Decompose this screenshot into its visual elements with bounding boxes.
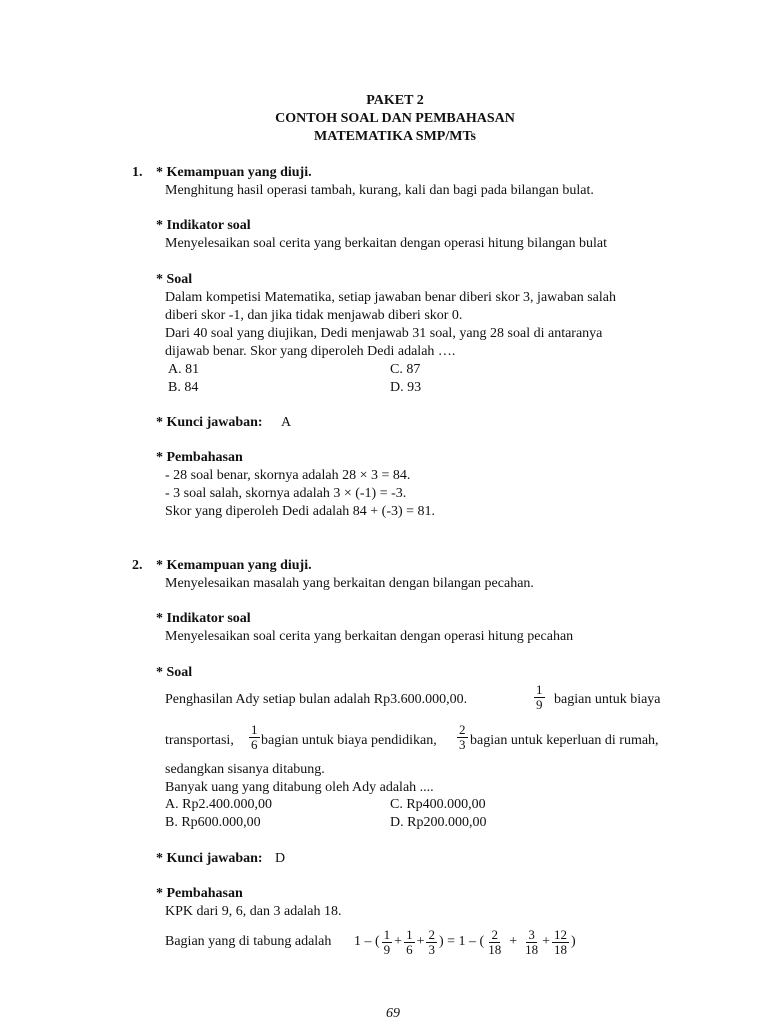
eq-fraction-right-3: $\frac{12}{18}$	[554, 926, 568, 957]
q2-soal-line-2c: bagian untuk keperluan di rumah,	[470, 733, 659, 748]
q1-indikator-label: * Indikator soal	[156, 218, 251, 233]
q2-indikator-text: Menyelesaikan soal cerita yang berkaitan dengan operasi hitung pecahan	[165, 629, 574, 644]
q1-option-c: C. 87	[390, 362, 421, 377]
q1-soal-line-3: Dari 40 soal yang diujikan, Dedi menjawab 31 soal, yang 28 soal di antaranya	[165, 326, 603, 341]
q1-option-b: B. 84	[168, 380, 199, 395]
fraction-one-ninth: $\frac{1}{9}$	[536, 682, 543, 712]
q1-option-a: A. 81	[168, 362, 200, 377]
q1-pembahasan-line-3: Skor yang diperoleh Dedi adalah 84 + (-3) = 81.	[165, 504, 436, 519]
q2-soal-line-2b: bagian untuk biaya pendidikan,	[261, 733, 437, 748]
q2-soal-line-1a: Penghasilan Ady setiap bulan adalah Rp3.600.000,00.	[165, 692, 468, 707]
q1-kemampuan-text: Menghitung hasil operasi tambah, kurang, kali dan bagi pada bilangan bulat.	[165, 183, 594, 198]
q2-pembahasan-line-1: KPK dari 9, 6, dan 3 adalah 18.	[165, 904, 342, 919]
q2-option-c: C. Rp400.000,00	[390, 797, 486, 812]
q1-soal-line-2: diberi skor -1, dan jika tidak menjawab diberi skor 0.	[165, 308, 463, 323]
header-title: CONTOH SOAL DAN PEMBAHASAN	[275, 111, 515, 126]
q2-soal-label: * Soal	[156, 665, 193, 680]
q1-option-d: D. 93	[390, 380, 422, 395]
q2-soal-line-2a: transportasi,	[165, 733, 234, 748]
q1-kunci-value: A	[281, 415, 292, 430]
fraction-one-sixth: $\frac{1}{6}$	[251, 722, 258, 752]
q2-kunci-value: D	[275, 851, 286, 866]
q2-kemampuan-text: Menyelesaikan masalah yang berkaitan dengan bilangan pecahan.	[165, 576, 534, 591]
q2-option-d: D. Rp200.000,00	[390, 815, 487, 830]
eq-fraction-right-2: $\frac{3}{18}$	[525, 926, 539, 957]
fraction-two-thirds: $\frac{2}{3}$	[459, 722, 466, 752]
question-1-number: 1.	[132, 165, 143, 180]
q1-indikator-text: Menyelesaikan soal cerita yang berkaitan dengan operasi hitung bilangan bulat	[165, 236, 608, 251]
header-subject: MATEMATIKA SMP/MTs	[314, 129, 476, 144]
q2-pembahasan-line-2-text: Bagian yang di tabung adalah	[165, 934, 332, 949]
q1-soal-line-4: dijawab benar. Skor yang diperoleh Dedi adalah ….	[165, 344, 456, 359]
q2-soal-line-4: Banyak uang yang ditabung oleh Ady adalah ....	[165, 780, 434, 795]
q2-indikator-label: * Indikator soal	[156, 611, 251, 626]
q1-pembahasan-line-2: - 3 soal salah, skornya adalah 3 × (-1) = -3.	[165, 486, 407, 501]
eq-fraction-right-1: $\frac{2}{18}$	[488, 926, 502, 957]
q1-kemampuan-label: * Kemampuan yang diuji.	[156, 165, 312, 180]
eq-fraction-left-3: $\frac{2}{3}$	[428, 926, 435, 957]
q1-pembahasan-line-1: - 28 soal benar, skornya adalah 28 × 3 = 84.	[165, 468, 411, 483]
q1-pembahasan-label: * Pembahasan	[156, 450, 243, 465]
eq-fraction-left-1: $\frac{1}{9}$	[383, 926, 391, 957]
header-paket: PAKET 2	[366, 93, 424, 108]
q2-soal-line-1b: bagian untuk biaya	[554, 692, 661, 707]
eq-fraction-left-2: $\frac{1}{6}$	[406, 926, 413, 957]
q2-pembahasan-label: * Pembahasan	[156, 886, 243, 901]
q1-soal-line-1: Dalam kompetisi Matematika, setiap jawaban benar diberi skor 3, jawaban salah	[165, 290, 616, 305]
fraction-equation: 1 – ( $\frac{1}{9}$ + $\frac{1}{6}$ + $\frac{2}{3}$ ) = 1 – ( $\frac{2}{18}$ + $\frac{3}{18}$ + $\frac{12}{18}$ )	[354, 926, 576, 957]
q2-option-a: A. Rp2.400.000,00	[165, 797, 272, 812]
page-number: 69	[386, 1006, 400, 1021]
q2-kemampuan-label: * Kemampuan yang diuji.	[156, 558, 312, 573]
q2-kunci-label: * Kunci jawaban:	[156, 851, 263, 866]
q2-option-b: B. Rp600.000,00	[165, 815, 261, 830]
q1-kunci-label: * Kunci jawaban:	[156, 415, 263, 430]
question-2-number: 2.	[132, 558, 143, 573]
q1-soal-label: * Soal	[156, 272, 193, 287]
q2-soal-line-3: sedangkan sisanya ditabung.	[165, 762, 325, 777]
